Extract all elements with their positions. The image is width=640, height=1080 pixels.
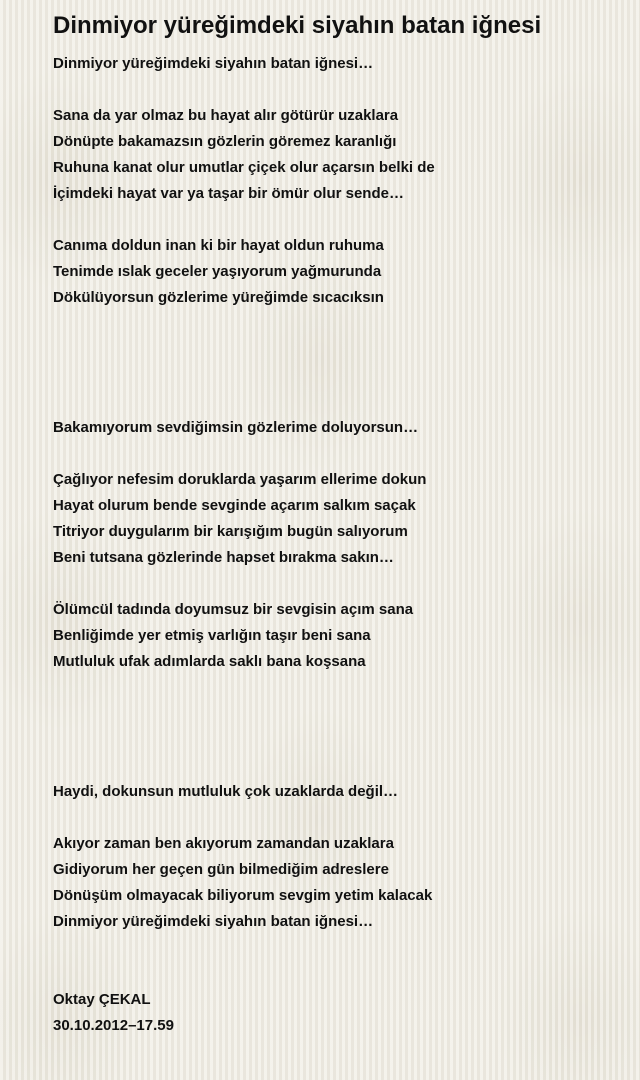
poem-line: İçimdeki hayat var ya taşar bir ömür olur sende…: [53, 185, 404, 202]
poem-line: Hayat olurum bende sevginde açarım salkım saçak: [53, 497, 416, 514]
stanza-gap: [53, 961, 633, 987]
poem-title: Dinmiyor yüreğimdeki siyahın batan iğnesi: [53, 12, 542, 39]
poem-line: Tenimde ıslak geceler yaşıyorum yağmurunda: [53, 263, 382, 280]
poem-line: Titriyor duygularım bir karışığım bugün salıyorum: [53, 523, 408, 540]
poem-line: Gidiyorum her geçen gün bilmediğim adreslere: [53, 861, 389, 878]
poem-body: [53, 51, 633, 1039]
stanza-gap: [53, 441, 633, 467]
poem-line: Dönüşüm olmayacak biliyorum sevgim yetim kalacak: [53, 887, 433, 904]
poem-line: Dönüpte bakamazsın gözlerin göremez karanlığı: [53, 133, 397, 150]
poem-line: Beni tutsana gözlerinde hapset bırakma sakın…: [53, 549, 394, 566]
poem-line: Akıyor zaman ben akıyorum zamandan uzaklara: [53, 835, 394, 852]
poem-line: Çağlıyor nefesim doruklarda yaşarım ellerime dokun: [53, 471, 427, 488]
poem-container: [53, 0, 633, 1039]
section-gap: [53, 311, 633, 389]
poem-opening-line: Dinmiyor yüreğimdeki siyahın batan iğnesi…: [53, 55, 374, 72]
section-gap: [53, 753, 633, 779]
poem-refrain-line: Bakamıyorum sevdiğimsin gözlerime doluyorsun…: [53, 419, 419, 436]
poem-author: Oktay ÇEKAL: [53, 991, 151, 1008]
poem-refrain-line: Haydi, dokunsun mutluluk çok uzaklarda değil…: [53, 783, 399, 800]
stanza-gap: [53, 805, 633, 831]
poem-line: Dinmiyor yüreğimdeki siyahın batan iğnesi…: [53, 913, 374, 930]
stanza-gap: [53, 207, 633, 233]
stanza-gap: [53, 571, 633, 597]
poem-line: Mutluluk ufak adımlarda saklı bana koşsana: [53, 653, 366, 670]
poem-line: Sana da yar olmaz bu hayat alır götürür uzaklara: [53, 107, 399, 124]
section-gap: [53, 675, 633, 753]
poem-line: Dökülüyorsun gözlerime yüreğimde sıcacıksın: [53, 289, 384, 306]
poem-line: Ölümcül tadında doyumsuz bir sevgisin açım sana: [53, 601, 414, 618]
poem-line: Canıma doldun inan ki bir hayat oldun ruhuma: [53, 237, 384, 254]
poem-date: 30.10.2012–17.59: [53, 1017, 174, 1034]
poem-line: Ruhuna kanat olur umutlar çiçek olur açarsın belki de: [53, 159, 435, 176]
section-gap: [53, 389, 633, 415]
stanza-gap: [53, 935, 633, 961]
stanza-gap: [53, 77, 633, 103]
poem-line: Benliğimde yer etmiş varlığın taşır beni sana: [53, 627, 371, 644]
